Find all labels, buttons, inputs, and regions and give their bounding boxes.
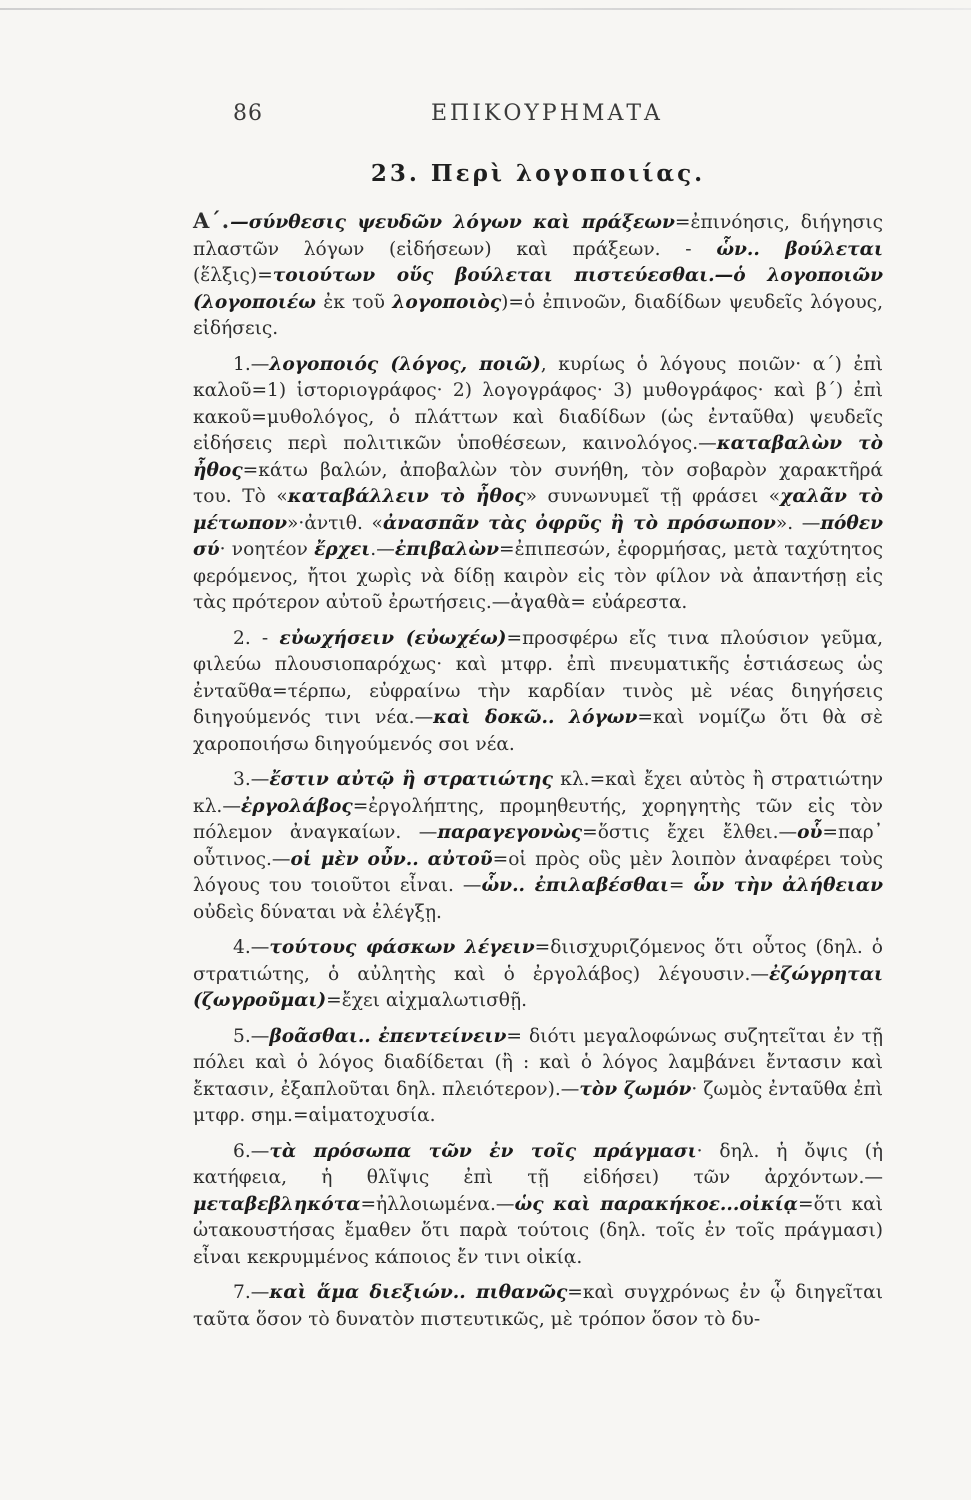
lemma-text: λογοποιός (λόγος, ποιῶ) [269,353,541,375]
gloss-text: ». — [775,512,821,534]
gloss-text: κλ.=καὶ ἔχει αὐτὸς ἢ στρατιώτην κλ.— [193,769,883,817]
paragraph-2 [193,352,883,617]
gloss-text: =ἐργολήπτης, προμηθευτής, χορηγητὴς τῶν εἰς τὸν πόλεμον ἀναγκαίων. — [193,795,883,843]
lemma-text: ἐπιβαλὼν [394,539,500,560]
gloss-text: =ἔχει αἰχμαλωτισθῇ. [326,990,528,1011]
lemma-text: τούτους φάσκων λέγειν [269,937,535,958]
gloss-text: 4.— [233,937,270,958]
gloss-text: 6.— [233,1140,270,1162]
gloss-text: , κυρίως ὁ λόγους ποιῶν· α΄) ἐπὶ καλοῦ=1) ἱστοριογράφος· 2) λογογράφος· 3) μυθογράφος· καὶ β΄) ἐπὶ κακοῦ=μυθολόγος, ὁ πλάττων καὶ διαδίδων (ὡς ἐνταῦθα) ψευδεῖς εἰδήσεις περὶ πολιτικῶν ὑποθέσεων, καινολόγος.— [193,353,884,454]
lemma-text: τὸν ζωμόν [579,1078,692,1100]
lemma-text: ἔρχει [314,539,371,560]
paragraph-initial: Α΄. [193,208,231,233]
gloss-text: 2. - [233,627,280,649]
gloss-text: 1.— [233,353,270,375]
paragraph-5 [193,935,883,1015]
lemma-text: καὶ δοκῶ.. λόγων [433,707,638,728]
commentary-text [193,208,883,1333]
gloss-text: 7.— [233,1282,270,1303]
gloss-text: »·ἀντιθ. « [287,512,383,534]
lemma-text: πόθεν σύ [193,512,883,560]
lemma-text: τὰ πρόσωπα τῶν ἐν τοῖς πράγμασι [269,1140,697,1162]
gloss-text: οὐδεὶς δύναται νὰ ἐλέγξῃ. [193,901,442,923]
lemma-text: οἱ μὲν οὖν.. αὐτοῦ [290,848,493,870]
paragraph-4 [193,767,883,926]
gloss-text: =καὶ συγχρόνως ἐν ᾧ διηγεῖται ταῦτα ὅσον τὸ δυνατὸν πιστευτικῶς, μὲ τρόπον ὅσον τὸ δυ- [193,1282,883,1330]
running-head [193,101,883,131]
paragraph-3 [193,626,883,759]
lemma-text: ἐργολάβος [240,795,353,817]
lemma-text: ἀνασπᾶν τὰς ὀφρῦς ἢ τὸ πρόσωπον [382,512,776,534]
section-heading: 23. Περὶ λογοποιίας. [370,160,706,187]
paragraph-8 [193,1280,883,1333]
lemma-text: χαλᾶν τὸ μέτωπον [193,486,883,534]
gloss-text: » συνωνυμεῖ τῇ φράσει « [525,486,781,507]
page-number: 86 [233,101,263,126]
gloss-text: · νοητέον [219,539,315,560]
paragraph-7 [193,1139,883,1272]
gloss-text: (ἕλξις)= [193,265,273,286]
scan-edge-line [0,8,971,10]
lemma-text: ὧν.. βούλεται [716,238,883,260]
paragraph-6 [193,1024,883,1130]
lemma-text: ὧν.. ἐπιλαβέσθαι [481,875,669,896]
gloss-text: 5.— [233,1025,270,1047]
lemma-text: ὡς καὶ παρακήκοε...οἰκίᾳ [514,1193,798,1215]
gloss-text: =οἱ πρὸς οὓς μὲν λοιπὸν ἀναφέρει τοὺς λόγους του τοιοῦτοι εἶναι. — [193,848,884,896]
gloss-text: =ὅστις ἔχει ἔλθει.— [582,822,798,843]
gloss-text: .— [370,539,395,560]
gloss-text: · δηλ. ἡ ὄψις (ἡ κατήφεια, ἡ θλῖψις ἐπὶ τῇ εἰδήσει) τῶν ἀρχόντων.— [193,1140,883,1188]
gloss-text: )=ὁ ἐπινοῶν, διαδίδων ψευδεῖς λόγους, εἰδήσεις. [193,291,883,339]
lemma-text: καὶ ἅμα διεξιών.. πιθανῶς [269,1282,568,1303]
lemma-text: βοᾶσθαι.. ἐπεντείνειν [269,1025,507,1047]
gloss-text: =ἐπινόησις, διήγησις πλαστῶν λόγων (εἰδήσεων) καὶ πράξεων. - [193,212,883,260]
gloss-text: =καὶ νομίζω ὅτι θὰ σὲ χαροποιήσω διηγούμενός σοι νέα. [193,707,884,755]
lemma-text: οὗ [797,822,823,843]
gloss-text: 3.— [233,769,270,790]
lemma-text: —σύνθεσις ψευδῶν λόγων καὶ πράξεων [230,212,675,233]
gloss-text: =παρ᾽ οὗτινος.— [193,822,883,870]
lemma-text: λογοποιὸς [392,291,502,313]
gloss-text: =προσφέρω εἴς τινα πλούσιον γεῦμα, φιλεύω πλουσιοπαρόχως· καὶ μτφρ. ἐπὶ πνευματικῆς ἑστιάσεως ὡς ἐνταῦθα=τέρπω, εὐφραίνω τὴν καρδίαν τινὸς μὲ νέας διηγήσεις διηγούμενός τινι νέα.— [193,627,883,728]
lemma-text: καταβάλλειν τὸ ἦθος [287,486,526,507]
gloss-text: · ζωμὸς ἐνταῦθα ἐπὶ μτφρ. σημ.=αἱματοχυσία. [193,1078,883,1126]
gloss-text: =κάτω βαλών, ἀποβαλὼν τὸν συνήθη, τὸν σοβαρὸν χαρακτῆρά του. Τὸ « [193,459,883,507]
gloss-text: ἐκ τοῦ [315,291,393,313]
lemma-text: ἔστιν αὐτῷ ἢ στρατιώτης [269,769,553,790]
running-title: ΕΠΙΚΟΥΡΗΜΑΤΑ [431,101,663,126]
gloss-text: =ὅτι καὶ ὠτακουστήσας ἔμαθεν ὅτι παρὰ τούτοις (δηλ. τοῖς ἐν τοῖς πράγμασι) εἶναι κεκρυμμένος κάποιος ἔν τινι οἰκίᾳ. [193,1193,883,1268]
paragraph-1 [193,208,883,343]
gloss-text: = [668,875,694,896]
gloss-text: =διισχυριζόμενος ὅτι οὗτος (δηλ. ὁ στρατιώτης, ὁ αὐλητὴς καὶ ὁ ἐργολάβος) λέγουσιν.— [193,937,883,985]
lemma-text: μεταβεβληκότα [193,1193,361,1215]
lemma-text: καταβαλὼν τὸ ἦθος [193,433,884,481]
lemma-text: τοιούτων οὕς βούλεται πιστεύεσθαι.—ὁ λογοποιῶν (λογοποιέω [193,265,883,313]
gloss-text: =ἐπιπεσών, ἐφορμήσας, μετὰ ταχύτητος φερόμενος, ἤτοι χωρὶς νὰ δίδῃ καιρὸν εἰς τὸν φίλον νὰ ἀπαντήσῃ εἰς τὰς πρότερον αὐτοῦ ἐρωτήσεις.—ἀγαθὰ= εὐάρεστα. [193,539,883,613]
lemma-text: ἐζώγρηται (ζωγροῦμαι) [193,963,883,1011]
gloss-text: =ἠλλοιωμένα.— [360,1193,515,1215]
lemma-text: εὐωχήσειν (εὐωχέω) [279,627,507,649]
lemma-text: ὧν τὴν ἀλήθειαν [693,875,883,896]
gloss-text: = διότι μεγαλοφώνως συζητεῖται ἐν τῇ πόλει καὶ ὁ λόγος διαδίδεται (ἢ : καὶ ὁ λόγος λαμβάνει ἔντασιν καὶ ἔκτασιν, ἐξαπλοῦται δηλ. πλειότερον).— [193,1025,884,1100]
lemma-text: παραγεγονὼς [437,822,583,843]
